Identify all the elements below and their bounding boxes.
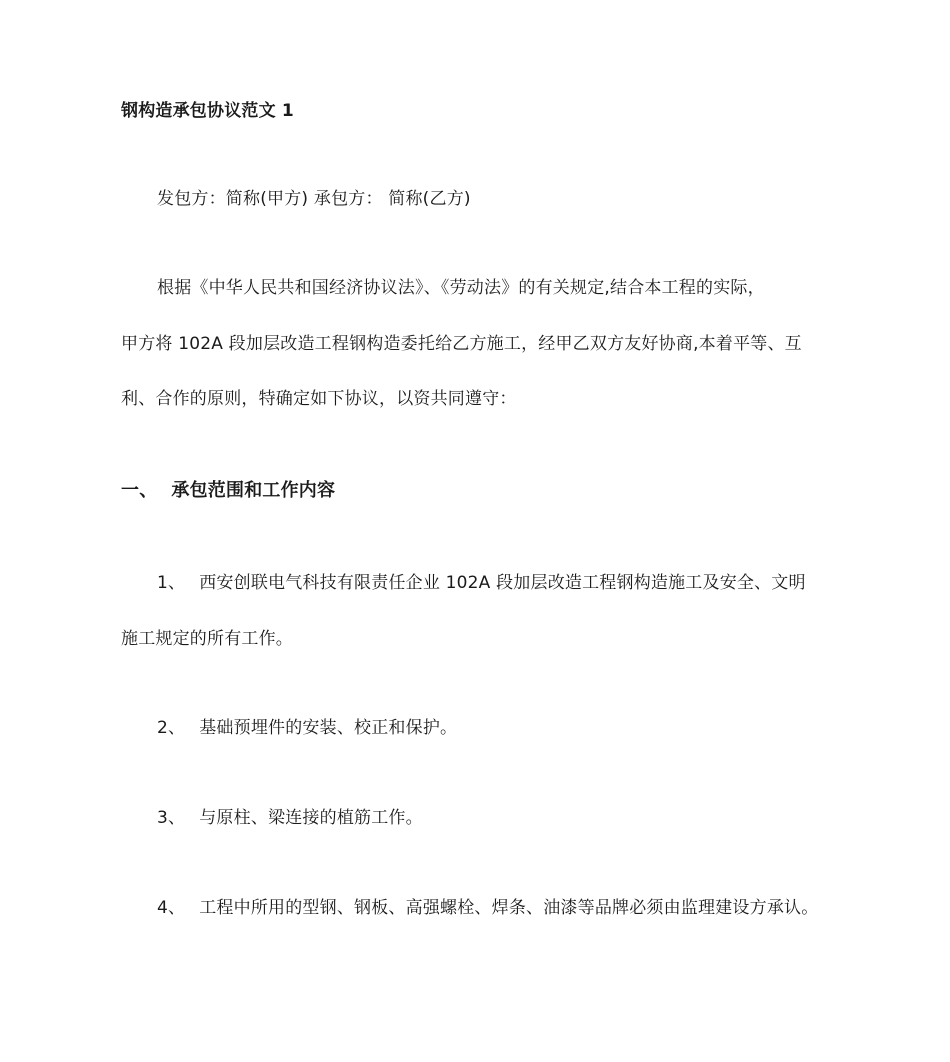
list-item-number: 4、: [157, 898, 186, 918]
list-item-number: 3、: [157, 808, 186, 828]
list-item-4: [157, 896, 833, 920]
list-item-2: [157, 716, 833, 740]
document-title: 钢构造承包协议范文 1: [121, 101, 294, 121]
list-item-1-line-1: [157, 571, 833, 595]
list-item-text: 基础预埋件的安装、校正和保护。: [199, 718, 458, 738]
intro-paragraph-line-2: 甲方将 102A 段加层改造工程钢构造委托给乙方施工，经甲乙双方友好协商,本着平等、互: [121, 334, 802, 354]
section-heading: [121, 479, 833, 503]
list-item-3: [157, 806, 833, 830]
section-number: 一、: [121, 480, 158, 501]
intro-paragraph-line-1: 根据《中华人民共和国经济协议法》、《劳动法》的有关规定,结合本工程的实际，: [157, 278, 765, 298]
parties-line: 发包方：简称(甲方) 承包方： 简称(乙方): [157, 189, 471, 209]
list-item-text: 工程中所用的型钢、钢板、高强螺栓、焊条、油漆等品牌必须由监理建设方承认。: [199, 898, 819, 918]
list-item-number: 1、: [157, 573, 186, 593]
list-item-1-line-2: 施工规定的所有工作。: [121, 629, 293, 649]
list-item-number: 2、: [157, 718, 186, 738]
list-item-text: 与原柱、梁连接的植筋工作。: [199, 808, 423, 828]
list-item-text: 西安创联电气科技有限责任企业 102A 段加层改造工程钢构造施工及安全、文明: [199, 573, 806, 593]
intro-paragraph-line-3: 利、合作的原则，特确定如下协议，以资共同遵守：: [121, 389, 517, 409]
section-title: 承包范围和工作内容: [171, 480, 336, 501]
